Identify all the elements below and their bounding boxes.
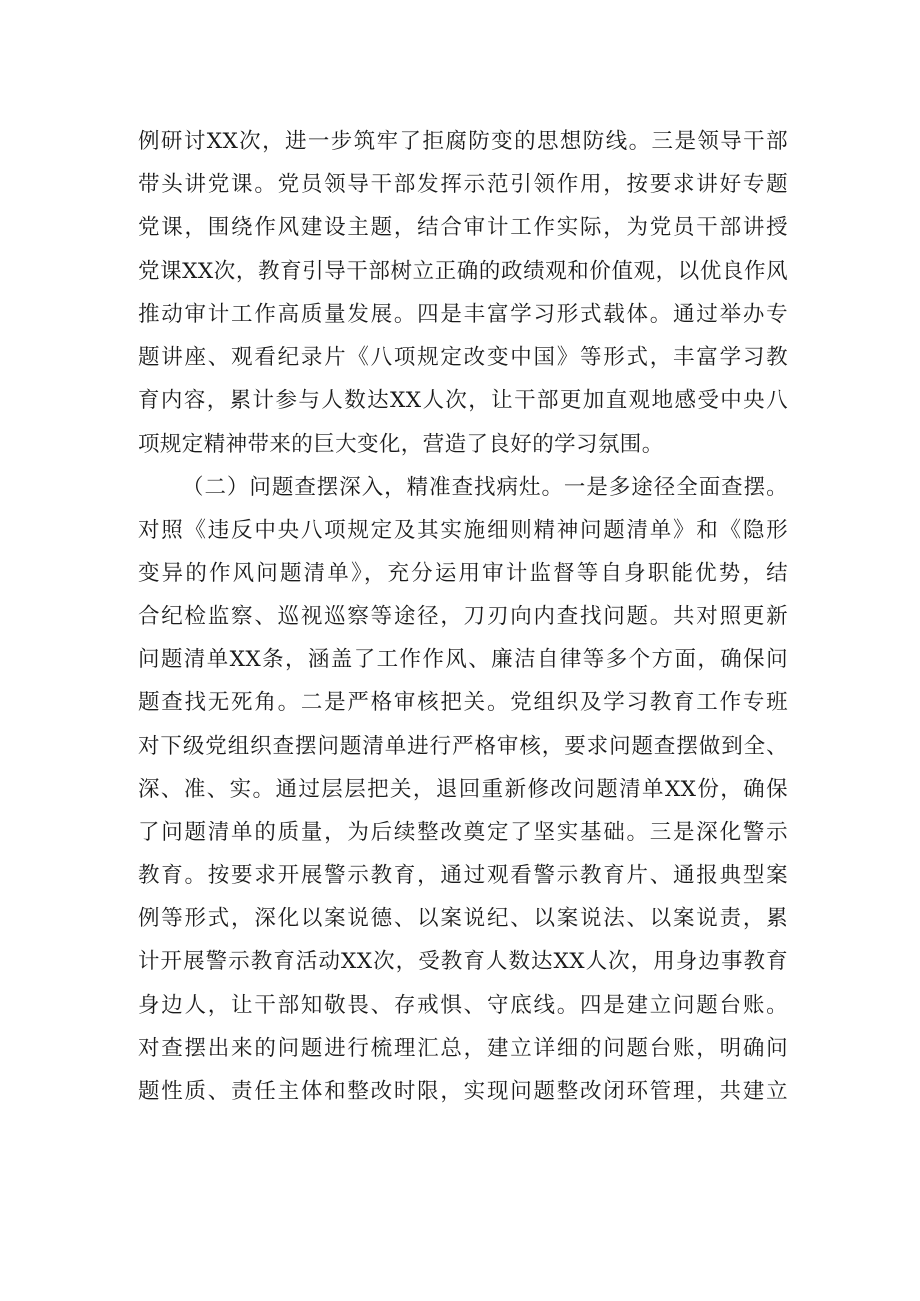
- text-line: 了问题清单的质量，为后续整改奠定了坚实基础。三是深化警示: [138, 820, 788, 845]
- text-line: 问题清单XX条，涵盖了工作作风、廉洁自律等多个方面，确保问: [138, 647, 788, 672]
- text-line: 计开展警示教育活动XX次，受教育人数达XX人次，用身边事教育: [138, 949, 788, 974]
- section-heading-line: （二）问题查摆深入，精准查找病灶。一是多途径全面查摆。: [182, 475, 788, 500]
- text-line: 例研讨XX次，进一步筑牢了拒腐防变的思想防线。三是领导干部: [138, 129, 788, 154]
- text-line: 题讲座、观看纪录片《八项规定改变中国》等形式，丰富学习教: [138, 345, 788, 370]
- text-line: 例等形式，深化以案说德、以案说纪、以案说法、以案说责，累: [138, 906, 788, 931]
- text-line: 对照《违反中央八项规定及其实施细则精神问题清单》和《隐形: [138, 518, 788, 543]
- text-line: 题性质、责任主体和整改时限，实现问题整改闭环管理，共建立: [138, 1079, 788, 1104]
- text-line: 变异的作风问题清单》，充分运用审计监督等自身职能优势，结: [138, 561, 788, 586]
- text-line: 深、准、实。通过层层把关，退回重新修改问题清单XX份，确保: [138, 777, 788, 802]
- text-line: 对查摆出来的问题进行梳理汇总，建立详细的问题台账，明确问: [138, 1036, 788, 1061]
- text-line: 推动审计工作高质量发展。四是丰富学习形式载体。通过举办专: [138, 302, 788, 327]
- text-line: 题查找无死角。二是严格审核把关。党组织及学习教育工作专班: [138, 690, 788, 715]
- text-line: 项规定精神带来的巨大变化，营造了良好的学习氛围。: [138, 432, 664, 457]
- text-line: 合纪检监察、巡视巡察等途径，刀刃向内查找问题。共对照更新: [138, 604, 788, 629]
- text-line: 育内容，累计参与人数达XX人次，让干部更加直观地感受中央八: [138, 388, 788, 413]
- text-line: 教育。按要求开展警示教育，通过观看警示教育片、通报典型案: [138, 863, 788, 888]
- text-line: 身边人，让干部知敬畏、存戒惧、守底线。四是建立问题台账。: [138, 993, 788, 1018]
- text-line: 对下级党组织查摆问题清单进行严格审核，要求问题查摆做到全、: [138, 734, 788, 759]
- text-line: 党课，围绕作风建设主题，结合审计工作实际，为党员干部讲授: [138, 215, 788, 240]
- text-line: 带头讲党课。党员领导干部发挥示范引领作用，按要求讲好专题: [138, 172, 788, 197]
- text-line: 党课XX次，教育引导干部树立正确的政绩观和价值观，以优良作风: [138, 259, 788, 284]
